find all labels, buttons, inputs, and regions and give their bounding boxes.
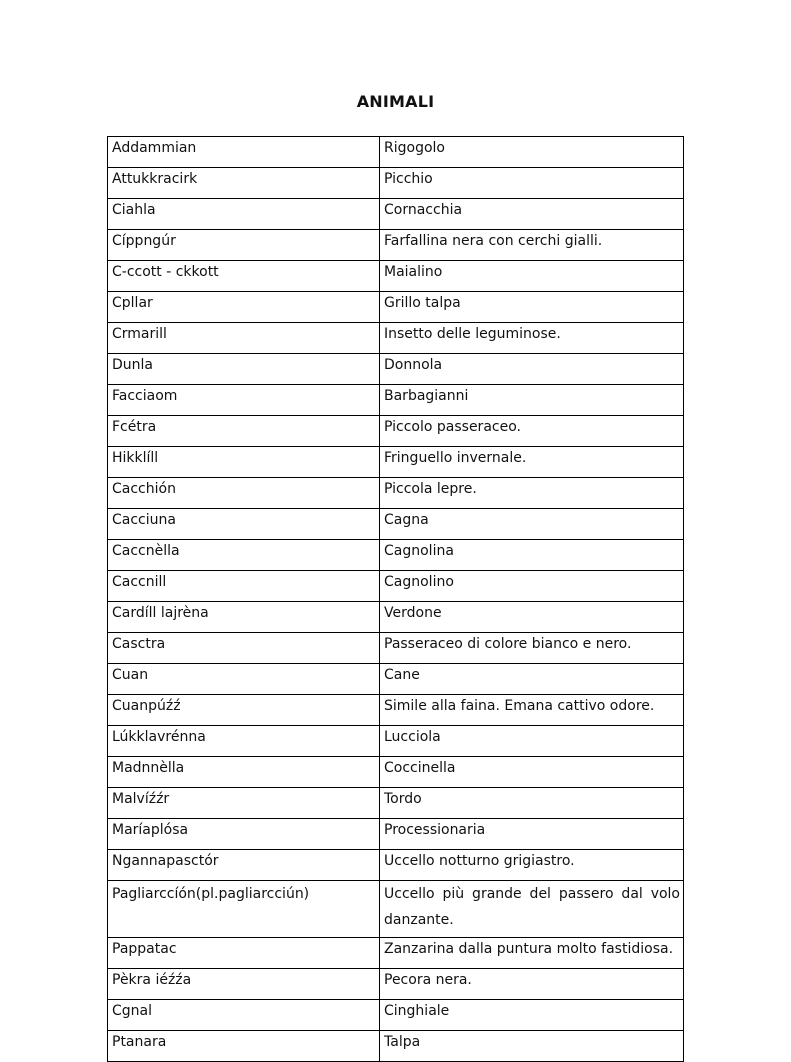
italian-translation: Coccinella: [380, 757, 684, 788]
italian-translation: Grillo talpa: [380, 292, 684, 323]
table-row: [108, 881, 684, 938]
italian-translation: Maialino: [380, 261, 684, 292]
table-row: [108, 509, 684, 540]
table-row: [108, 168, 684, 199]
page-title: ANIMALI: [356, 92, 435, 111]
table-row: [108, 726, 684, 757]
italian-translation: Uccello notturno grigiastro.: [380, 850, 684, 881]
dialect-term: Ngannapasctór: [108, 850, 380, 881]
dialect-term: Pagliarccíón(pl.pagliarcciún): [108, 881, 380, 938]
table-row: [108, 1031, 684, 1062]
italian-translation: Passeraceo di colore bianco e nero.: [380, 633, 684, 664]
dialect-term: Madnnèlla: [108, 757, 380, 788]
italian-translation: Pecora nera.: [380, 969, 684, 1000]
italian-translation: Cagnolina: [380, 540, 684, 571]
italian-translation: Picchio: [380, 168, 684, 199]
dialect-term: Maríaplósa: [108, 819, 380, 850]
table-row: [108, 137, 684, 168]
dialect-term: Cardíll lajrèna: [108, 602, 380, 633]
italian-translation: Cane: [380, 664, 684, 695]
dialect-term: Lúkklavrénna: [108, 726, 380, 757]
dialect-term: Ptanara: [108, 1031, 380, 1062]
italian-translation: Cagnolino: [380, 571, 684, 602]
glossary-table: [107, 136, 684, 1062]
table-row: [108, 969, 684, 1000]
dialect-term: Facciaom: [108, 385, 380, 416]
dialect-term: C-ccott - ckkott: [108, 261, 380, 292]
table-row: [108, 695, 684, 726]
table-row: [108, 664, 684, 695]
dialect-term: Dunla: [108, 354, 380, 385]
table-row: [108, 292, 684, 323]
table-row: [108, 602, 684, 633]
table-row: [108, 323, 684, 354]
table-row: [108, 261, 684, 292]
italian-translation: Fringuello invernale.: [380, 447, 684, 478]
table-row: [108, 385, 684, 416]
table-row: [108, 938, 684, 969]
table-row: [108, 354, 684, 385]
dialect-term: Pèkra iéźźa: [108, 969, 380, 1000]
dialect-term: Attukkracirk: [108, 168, 380, 199]
table-row: [108, 416, 684, 447]
dialect-term: Cuanpúźź: [108, 695, 380, 726]
dialect-term: Cpllar: [108, 292, 380, 323]
italian-translation: Barbagianni: [380, 385, 684, 416]
dialect-term: Casctra: [108, 633, 380, 664]
italian-translation: Cagna: [380, 509, 684, 540]
dialect-term: Malvíźźr: [108, 788, 380, 819]
dialect-term: Cíppngúr: [108, 230, 380, 261]
italian-translation: Farfallina nera con cerchi gialli.: [380, 230, 684, 261]
dialect-term: Cacchión: [108, 478, 380, 509]
italian-translation: Lucciola: [380, 726, 684, 757]
italian-translation: Cinghiale: [380, 1000, 684, 1031]
italian-translation: Rigogolo: [380, 137, 684, 168]
dialect-term: Fcétra: [108, 416, 380, 447]
dialect-term: Addammian: [108, 137, 380, 168]
table-row: [108, 819, 684, 850]
dialect-term: Caccnèlla: [108, 540, 380, 571]
dialect-term: Cgnal: [108, 1000, 380, 1031]
italian-translation: Piccola lepre.: [380, 478, 684, 509]
italian-translation: Piccolo passeraceo.: [380, 416, 684, 447]
italian-translation: Simile alla faina. Emana cattivo odore.: [380, 695, 684, 726]
italian-translation: Donnola: [380, 354, 684, 385]
italian-translation: Zanzarina dalla puntura molto fastidiosa.: [380, 938, 684, 969]
dialect-term: Hikklíll: [108, 447, 380, 478]
italian-translation: Tordo: [380, 788, 684, 819]
dialect-term: Cacciuna: [108, 509, 380, 540]
table-row: [108, 757, 684, 788]
table-row: [108, 447, 684, 478]
dialect-term: Pappatac: [108, 938, 380, 969]
dialect-term: Cuan: [108, 664, 380, 695]
table-row: [108, 540, 684, 571]
italian-translation: Talpa: [380, 1031, 684, 1062]
table-row: [108, 1000, 684, 1031]
table-row: [108, 230, 684, 261]
italian-translation: Insetto delle leguminose.: [380, 323, 684, 354]
dialect-term: Ciahla: [108, 199, 380, 230]
table-row: [108, 199, 684, 230]
dialect-term: Crmarill: [108, 323, 380, 354]
table-row: [108, 478, 684, 509]
dialect-term: Caccnill: [108, 571, 380, 602]
table-row: [108, 788, 684, 819]
table-row: [108, 571, 684, 602]
italian-translation: Uccello più grande del passero dal volo danzante.: [380, 881, 684, 938]
italian-translation: Processionaria: [380, 819, 684, 850]
table-row: [108, 850, 684, 881]
italian-translation: Verdone: [380, 602, 684, 633]
table-row: [108, 633, 684, 664]
italian-translation: Cornacchia: [380, 199, 684, 230]
